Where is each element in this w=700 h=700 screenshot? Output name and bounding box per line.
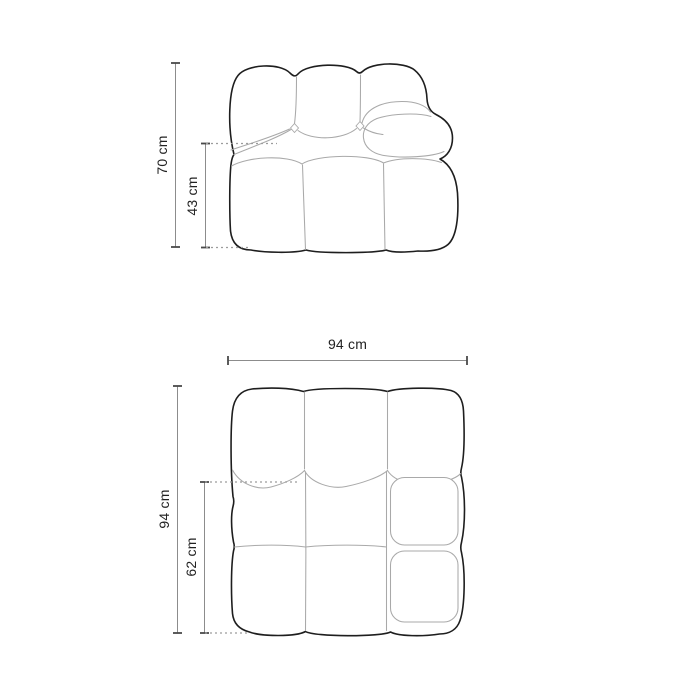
armrest-pad-lower bbox=[391, 551, 459, 622]
height-43-label: 43 cm bbox=[184, 176, 200, 216]
depth-94-label: 94 cm bbox=[156, 489, 172, 529]
height-70-label: 70 cm bbox=[154, 135, 170, 175]
top-view-drawing bbox=[231, 388, 464, 636]
width-94-label: 94 cm bbox=[327, 336, 368, 352]
back-cushion-seam-right bbox=[360, 75, 361, 122]
front-view-drawing bbox=[230, 64, 458, 253]
depth-62-label: 62 cm bbox=[183, 537, 199, 577]
armrest-pad-upper bbox=[391, 478, 459, 546]
